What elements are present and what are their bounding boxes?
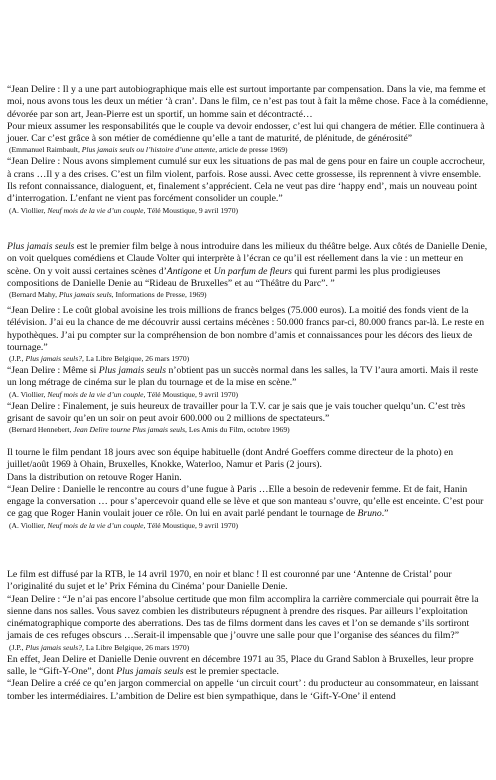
paragraph: Il tourne le film pendant 18 jours avec son équipe habituelle (dont André Goeffers comme directeur de la photo) en juillet/août 1969 à Ohain, Bruxelles, Knokke, Waterloo, Namur et Paris (2 jours). <box>7 447 454 471</box>
paragraph: “Jean Delire : Même si Plus jamais seuls n’obtient pas un succès normal dans les salles, la TV l’aura amorti. Mais il reste un long métrage de cinéma sur le plan du tournage et de la mise en scène.” <box>7 365 479 389</box>
paragraph: Plus jamais seuls est le premier film belge à nous introduire dans les milieux du théâtre belge. Aux côtés de Danielle Denie, on voit quelques comédiens et Claude Volter qui interprète à l’écran ce qu’il est réellement dans la vie : un metteur en scène. On y voit aussi certaines scènes d’Antigone et Un parfum de fleurs qui furent parmi les plus prodigieuses compositions de Danielle Denie au “Rideau de Bruxelles” et au “Théâtre du Parc”. ” <box>7 241 488 289</box>
citation: (J.P., Plus jamais seuls?, La Libre Belgique, 26 mars 1970) <box>9 642 190 652</box>
paragraph: “Jean Delire : Le coût global avoisine les trois millions de francs belges (75.000 euros). La moitié des fonds vient de la télévision. J’ai eu la chance de me découvrir aussi certains mécènes : 50.000 francs par-ci, 80.000 francs par-là. Le reste en hypothèques. J’ai pu compter sur la compréhension de bon nombre d’amis et connaissances pour les décors des lieux de tournage.” <box>7 305 485 353</box>
paragraph: “Jean Delire : “Je n’ai pas encore l’absolue certitude que mon film accomplira la carrière commerciale qui pourrait être la sienne dans nos salles. Vous savez combien les distributeurs répugnent à prendre des risques. Par ailleurs l’exploitation cinématographique comporte des aberrations. Des tas de films dorment dans les caves et l’on se demande s’ils sortiront jamais de ces refuges obscurs …Serait-il impensable que j’ouvre une salle pour que l’organise des séances du film?” <box>7 593 479 642</box>
citation: (A. Viollier, Neuf mois de la vie d’un couple, Télé Moustique, 9 avril 1970) <box>9 389 239 399</box>
paragraph: “Jean Delire a créé ce qu’en jargon commercial on appelle ‘un circuit court’ : du producteur au consommateur, en laissant tomber les intermédiaires. L’ambition de Delire est bien sympathique, dans le ‘Gift-Y-One’ il entend <box>7 678 479 702</box>
text-section-2 <box>7 241 489 301</box>
paragraph: “Jean Delire : Il y a une part autobiographique mais elle est surtout importante par compensation. Dans la vie, ma femme et moi, nous avons tous les deux un métier ‘à cran’. Dans le film, ce n’est pas tout à fait la même chose. Face à la comédienne, dévorée par son art, Jean-Pierre est un sportif, un homme sain et décontracté… <box>7 84 488 120</box>
paragraph: “Jean Delire : Finalement, je suis heureux de travailler pour la T.V. car je sais que je vais toucher quelqu’un. C’est très grisant de savoir qu’en un soir on peut avoir 600.000 ou 2 millions de spectateurs.” <box>7 400 466 425</box>
text-section-5 <box>7 569 489 703</box>
paragraph: Pour mieux assumer les responsabilités que le couple va devoir endosser, c’est lui qui changera de métier. Elle continuera à jouer. Car c’est grâce à son métier de comédienne qu’elle a tant de maturité, de plénitude, de générosité” <box>7 120 485 145</box>
paragraph: En effet, Jean Delire et Danielle Denie ouvrent en décembre 1971 au 35, Place du Grand Sablon à Bruxelles, leur propre salle, le “Gift-Y-One”, dont Plus jamais seuls est le premier spectacle. <box>7 653 474 678</box>
paragraph: “Jean Delire : Nous avons simplement cumulé sur eux les situations de pas mal de gens pour en faire un couple accrocheur, à crans …Il y a des crises. C’est un film violent, parfois. Rose aussi. Avec cette grossesse, ils reprennent à vivre ensemble. Ils refont connaissance, dialoguent, et, finalement s’apprécient. Cela ne veut pas dire ‘happy end’, mais un nouveau point d’interrogation. L’enfant ne vient pas forcément consolider un couple.” <box>7 156 485 205</box>
paragraph: Dans la distribution on retouve Roger Hanin. <box>7 471 182 483</box>
paragraph: “Jean Delire : Danielle le rencontre au cours d’une fugue à Paris …Elle a besoin de redevenir femme. Et de fait, Hanin engage la conversation … pour s’apercevoir quand elle se lève et que son manteau s’ouvre, qu’elle est enceinte. C’est pour ce gag que Roger Hanin voulait jouer ce rôle. On lui en avait parlé pendant le tournage de Bruno.” <box>7 483 484 520</box>
citation: (Bernard Hennebert, Jean Delire tourne Plus jamais seuls, Les Amis du Film, octobre 1969) <box>9 425 290 435</box>
text-section-4 <box>7 447 489 532</box>
paragraph: Le film est diffusé par la RTB, le 14 avril 1970, en noir et blanc ! Il est couronné par une ‘Antenne de Cristal’ pour l’originalité du sujet et le’ Prix Fémina du Cinéma’ pour Danielle Denie. <box>7 569 452 593</box>
citation: (A. Viollier, Neuf mois de la vie d’un couple, Télé Moustique, 9 avril 1970) <box>9 520 239 530</box>
text-section-1 <box>7 84 489 217</box>
citation: (Bernard Mahy, Plus jamais seuls, Informations de Presse, 1969) <box>9 290 207 300</box>
citation: (Emmanuel Raimbault, Plus jamais seuls ou l’histoire d’une attente, article de presse 1969) <box>9 145 288 155</box>
citation: (A. Viollier, Neuf mois de la vie d’un couple, Télé Moustique, 9 avril 1970) <box>9 205 239 215</box>
text-section-3 <box>7 305 489 436</box>
citation: (J.P., Plus jamais seuls?, La Libre Belgique, 26 mars 1970) <box>9 354 190 364</box>
